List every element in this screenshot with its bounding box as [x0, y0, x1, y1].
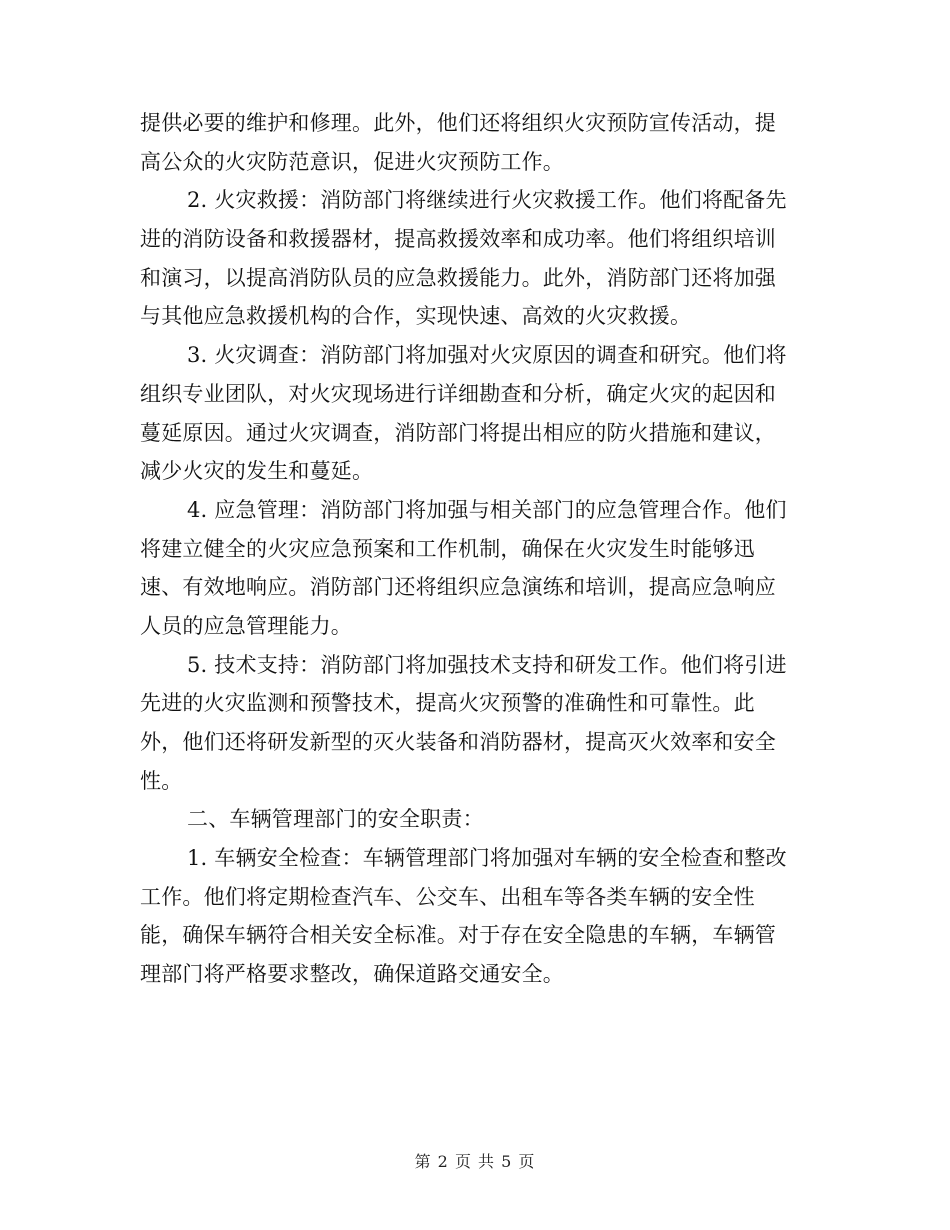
text-line: 能，确保车辆符合相关安全标准。对于存在安全隐患的车辆，车辆管: [140, 923, 776, 948]
section-heading: 二、车辆管理部门的安全职责：: [187, 807, 484, 832]
text-line: 提供必要的维护和修理。此外，他们还将组织火灾预防宣传活动，提: [140, 111, 776, 135]
text-line: 与其他应急救援机构的合作，实现快速、高效的火灾救援。: [140, 304, 692, 329]
text-line: 人员的应急管理能力。: [140, 613, 352, 638]
text-line: 组织专业团队，对火灾现场进行详细勘查和分析，确定火灾的起因和: [140, 381, 776, 406]
text-line: 先进的火灾监测和预警技术，提高火灾预警的准确性和可靠性。此: [140, 691, 755, 716]
text-line: 进的消防设备和救援器材，提高救援效率和成功率。他们将组织培训: [140, 227, 776, 252]
text-line: 减少火灾的发生和蔓延。: [140, 459, 374, 484]
text-line: 1. 车辆安全检查：车辆管理部门将加强对车辆的安全检查和整改: [187, 846, 787, 871]
text-line: 5. 技术支持：消防部门将加强技术支持和研发工作。他们将引进: [187, 652, 787, 677]
document-body: [140, 104, 820, 994]
text-line: 外，他们还将研发新型的灭火装备和消防器材，提高灭火效率和安全: [140, 730, 776, 754]
text-line: 理部门将严格要求整改，确保道路交通安全。: [140, 962, 564, 987]
text-line: 将建立健全的火灾应急预案和工作机制，确保在火灾发生时能够迅: [140, 536, 755, 561]
text-line: 和演习，以提高消防队员的应急救援能力。此外，消防部门还将加强: [140, 265, 776, 290]
text-line: 3. 火灾调查：消防部门将加强对火灾原因的调查和研究。他们将: [187, 343, 787, 368]
text-line: 性。: [140, 768, 183, 793]
text-line: 4. 应急管理：消防部门将加强与相关部门的应急管理合作。他们: [187, 497, 787, 522]
text-line: 2. 火灾救援：消防部门将继续进行火灾救援工作。他们将配备先: [187, 188, 787, 213]
text-line: 蔓延原因。通过火灾调查，消防部门将提出相应的防火措施和建议，: [140, 420, 776, 445]
text-line: 高公众的火灾防范意识，促进火灾预防工作。: [140, 149, 564, 174]
page-number-footer: 第 2 页 共 5 页: [414, 1152, 536, 1171]
text-line: 速、有效地响应。消防部门还将组织应急演练和培训，提高应急响应: [140, 575, 776, 600]
text-line: 工作。他们将定期检查汽车、公交车、出租车等各类车辆的安全性: [140, 884, 755, 909]
